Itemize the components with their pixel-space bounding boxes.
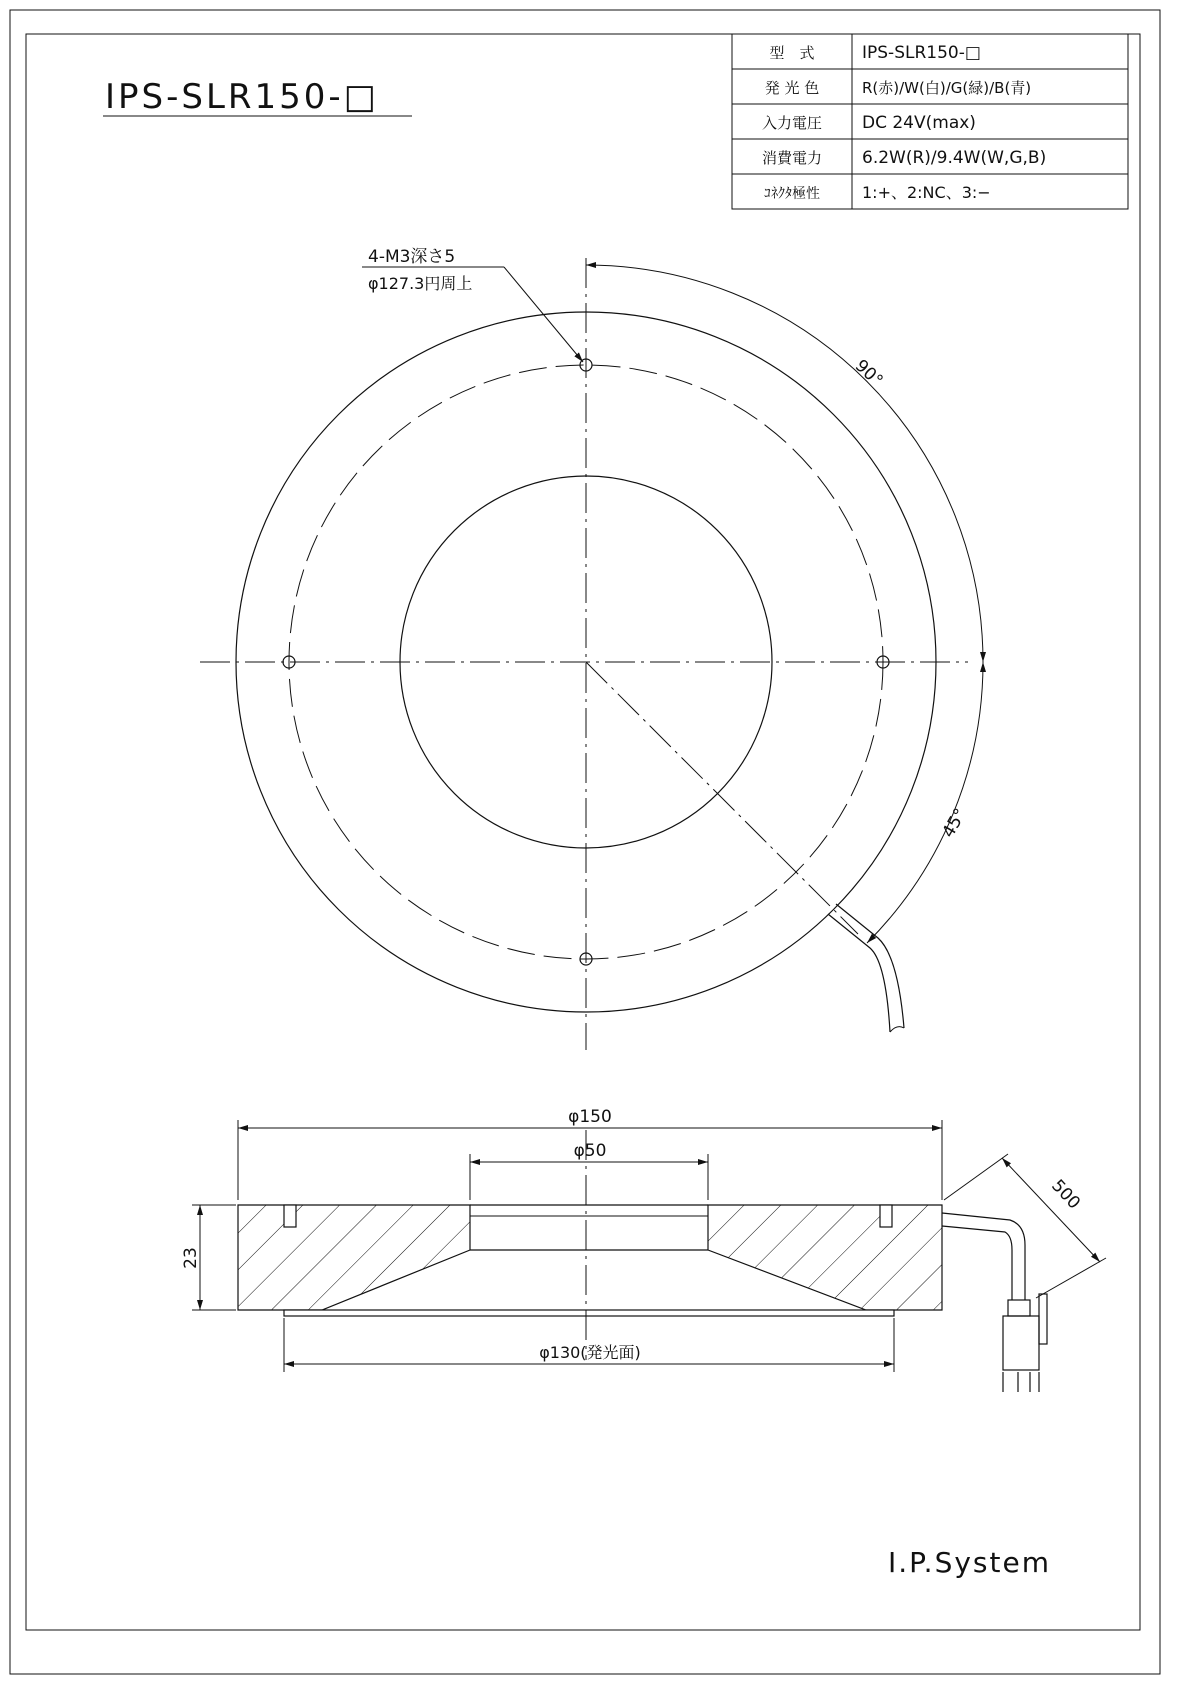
diagonal-centerline	[586, 662, 858, 934]
angle-90-arc	[586, 265, 983, 662]
angle-45-label: 45°	[938, 805, 971, 842]
spec-label-power: 消費電力	[761, 149, 823, 167]
top-view	[200, 247, 983, 1050]
angle-45-arc	[867, 662, 983, 943]
spec-value-polarity: 1:+、2:NC、3:−	[862, 183, 991, 202]
section-cable	[942, 1213, 1025, 1300]
section-right-solid	[708, 1205, 942, 1310]
inner-border	[26, 34, 1140, 1630]
dim-cable-line	[1002, 1158, 1100, 1262]
outer-border	[10, 10, 1160, 1674]
hole-note-line1: 4-M3深さ5	[368, 247, 456, 267]
drawing-title: IPS-SLR150-□	[105, 77, 379, 117]
spec-table	[732, 34, 1128, 209]
hole-note-line2: φ127.3円周上	[368, 274, 473, 293]
spec-value-model: IPS-SLR150-□	[862, 43, 981, 63]
cable-end	[890, 1027, 904, 1032]
section-view	[181, 1107, 1106, 1392]
section-hole-right	[880, 1205, 892, 1227]
dim-cable-label: 500	[1047, 1175, 1085, 1214]
section-hole-left	[284, 1205, 296, 1227]
dim-emit-label: φ130(発光面)	[539, 1343, 641, 1362]
cable-top	[828, 914, 890, 1032]
dim-inner-label: φ50	[573, 1141, 607, 1161]
dim-height-label: 23	[181, 1247, 201, 1269]
spec-label-polarity: ｺﾈｸﾀ極性	[764, 186, 820, 202]
section-left-solid	[238, 1205, 470, 1310]
angle-90-label: 90°	[850, 355, 887, 392]
emitting-face	[284, 1310, 894, 1316]
spec-label-voltage: 入力電圧	[761, 114, 823, 132]
spec-label-model: 型 式	[769, 44, 815, 62]
hole-note-leader	[504, 267, 583, 362]
dim-outer-label: φ150	[568, 1107, 612, 1127]
company-name: I.P.System	[888, 1546, 1051, 1579]
connector	[1003, 1294, 1047, 1392]
spec-label-color: 発 光 色	[764, 79, 820, 97]
spec-value-color: R(赤)/W(白)/G(緑)/B(青)	[862, 79, 1032, 97]
spec-value-power: 6.2W(R)/9.4W(W,G,B)	[862, 148, 1047, 168]
spec-value-voltage: DC 24V(max)	[862, 113, 976, 133]
